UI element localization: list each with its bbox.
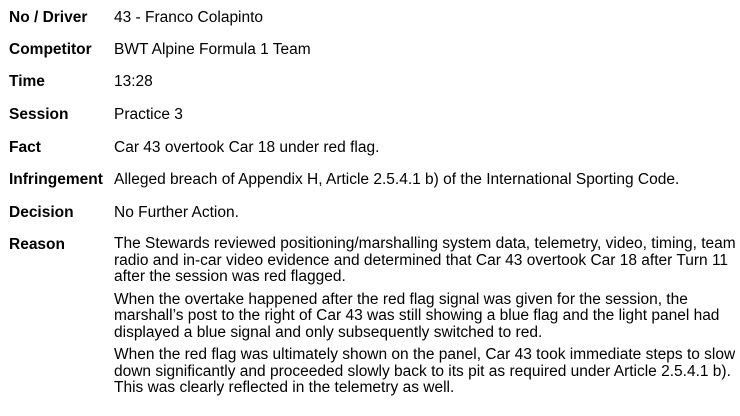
field-value-driver: 43 - Franco Colapinto	[114, 9, 264, 26]
field-label-time: Time	[9, 73, 45, 90]
field-value-time: 13:28	[114, 73, 153, 90]
reason-paragraph: The Stewards reviewed positioning/marshalling system data, telemetry, video, timing, team radio and in-car video evidence and determined that Car 43 overtook Car 18 after Turn 11 after the session was red flagged.	[114, 235, 736, 285]
field-value-competitor: BWT Alpine Formula 1 Team	[114, 41, 311, 58]
field-label-fact: Fact	[9, 139, 41, 156]
field-label-decision: Decision	[9, 204, 74, 221]
reason-paragraph: When the overtake happened after the red flag signal was given for the session, the marshall’s post to the right of Car 43 was still showing a blue flag and the light panel had displayed a blue signal and only subsequently switched to red.	[114, 290, 720, 341]
field-row-fact	[9, 139, 379, 156]
field-label-driver: No / Driver	[9, 9, 88, 26]
field-row-session	[9, 106, 183, 123]
field-value-reason	[114, 236, 737, 397]
reason-paragraph: When the red flag was ultimately shown on the panel, Car 43 took immediate steps to slow down significantly and proceeded slowly back to its pit as required under Article 2.5.4.1 b). This was clearly reflected in the telemetry as well.	[114, 346, 736, 396]
field-row-decision	[9, 204, 239, 221]
field-row-reason	[9, 236, 737, 397]
field-row-time	[9, 73, 153, 90]
field-row-driver	[9, 9, 263, 26]
field-value-fact: Car 43 overtook Car 18 under red flag.	[114, 139, 380, 156]
field-label-competitor: Competitor	[9, 41, 92, 58]
field-row-infringement	[9, 171, 737, 188]
field-label-session: Session	[9, 106, 69, 123]
field-label-reason: Reason	[9, 236, 65, 253]
field-row-competitor	[9, 41, 311, 58]
field-label-infringement: Infringement	[9, 171, 103, 188]
field-value-session: Practice 3	[114, 106, 183, 123]
field-value-infringement: Alleged breach of Appendix H, Article 2.5.4.1 b) of the International Sporting Code.	[114, 171, 680, 188]
field-value-decision: No Further Action.	[114, 204, 239, 221]
